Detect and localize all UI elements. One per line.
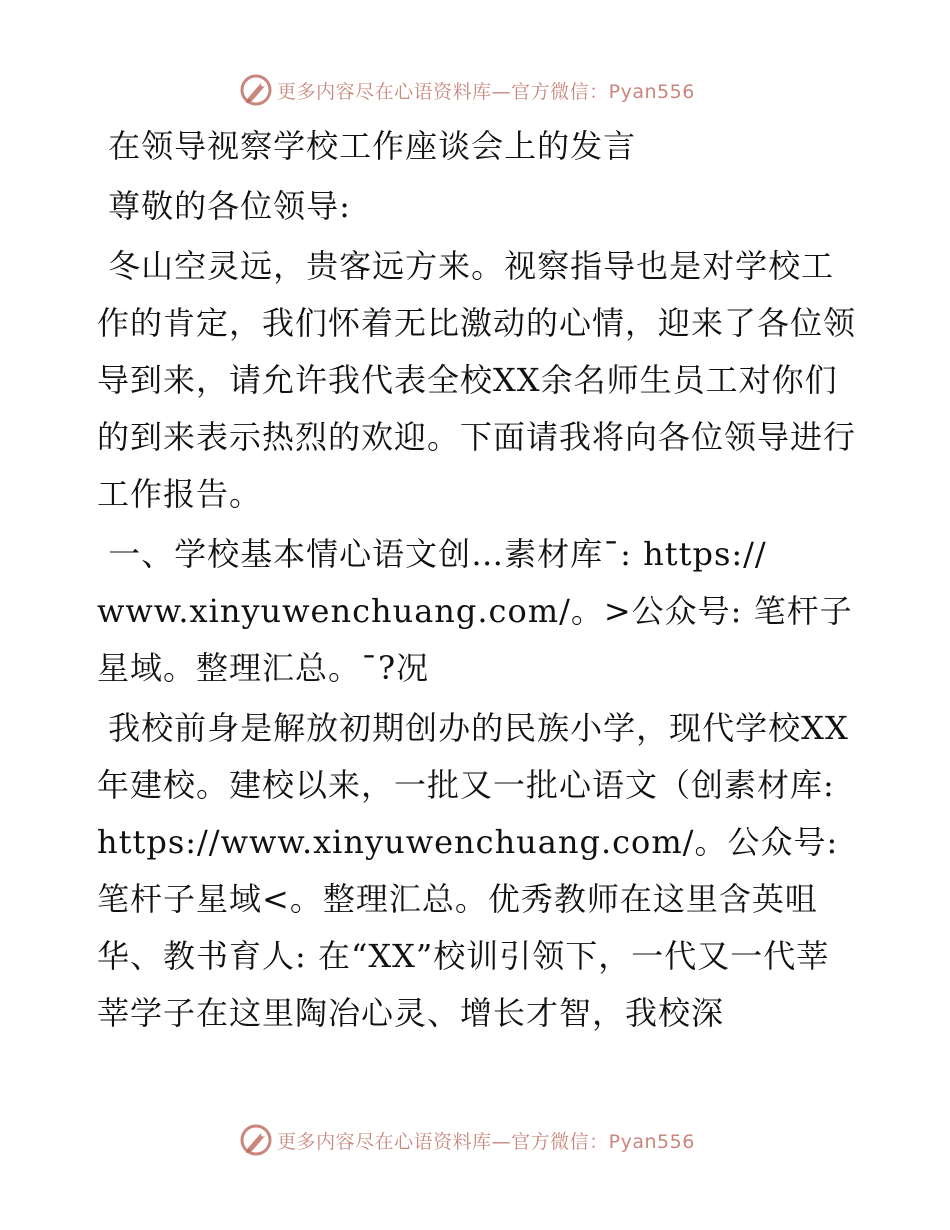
paragraph-section-heading: 一、学校基本情心语文创…素材库¯: https:// www.xinyuwenchuang.com/。>公众号: 笔杆子星域。整理汇总。¯?况 [97,535,853,687]
paragraph-intro: 冬山空灵远，贵客远方来。视察指导也是对学校工作的肯定，我们怀着无比激动的心情，迎来了各位领导到来，请允许我代表全校XX余名师生员工对你们的到来表示热烈的欢迎。下面请我将向各位领导进行工作报告。 [97,247,857,513]
document-body [97,118,857,1042]
pen-logo-icon [239,1123,273,1157]
watermark-text: 更多内容尽在心语资料库—官方微信：Pyan556 [277,1130,695,1153]
paragraph-school-history: 我校前身是解放初期创办的民族小学，现代学校XX年建校。建校以来，一批又一批心语文（创素材库: https://www.xinyuwenchuang.com/。公众号: 笔杆子星域<。整理汇总。优秀教师在这里含英咀华、教书育人: 在“XX”校训引领下，一代又一代莘莘学子在这里陶冶心灵、增长才智，我校深 [97,709,850,1032]
watermark-text: 更多内容尽在心语资料库—官方微信：Pyan556 [277,80,695,103]
pen-logo-icon [239,73,273,107]
greeting: 尊敬的各位领导: [97,187,351,225]
footer-watermark-banner [0,1118,950,1162]
document-title: 在领导视察学校工作座谈会上的发言 [97,127,637,165]
header-watermark-banner [0,68,950,112]
